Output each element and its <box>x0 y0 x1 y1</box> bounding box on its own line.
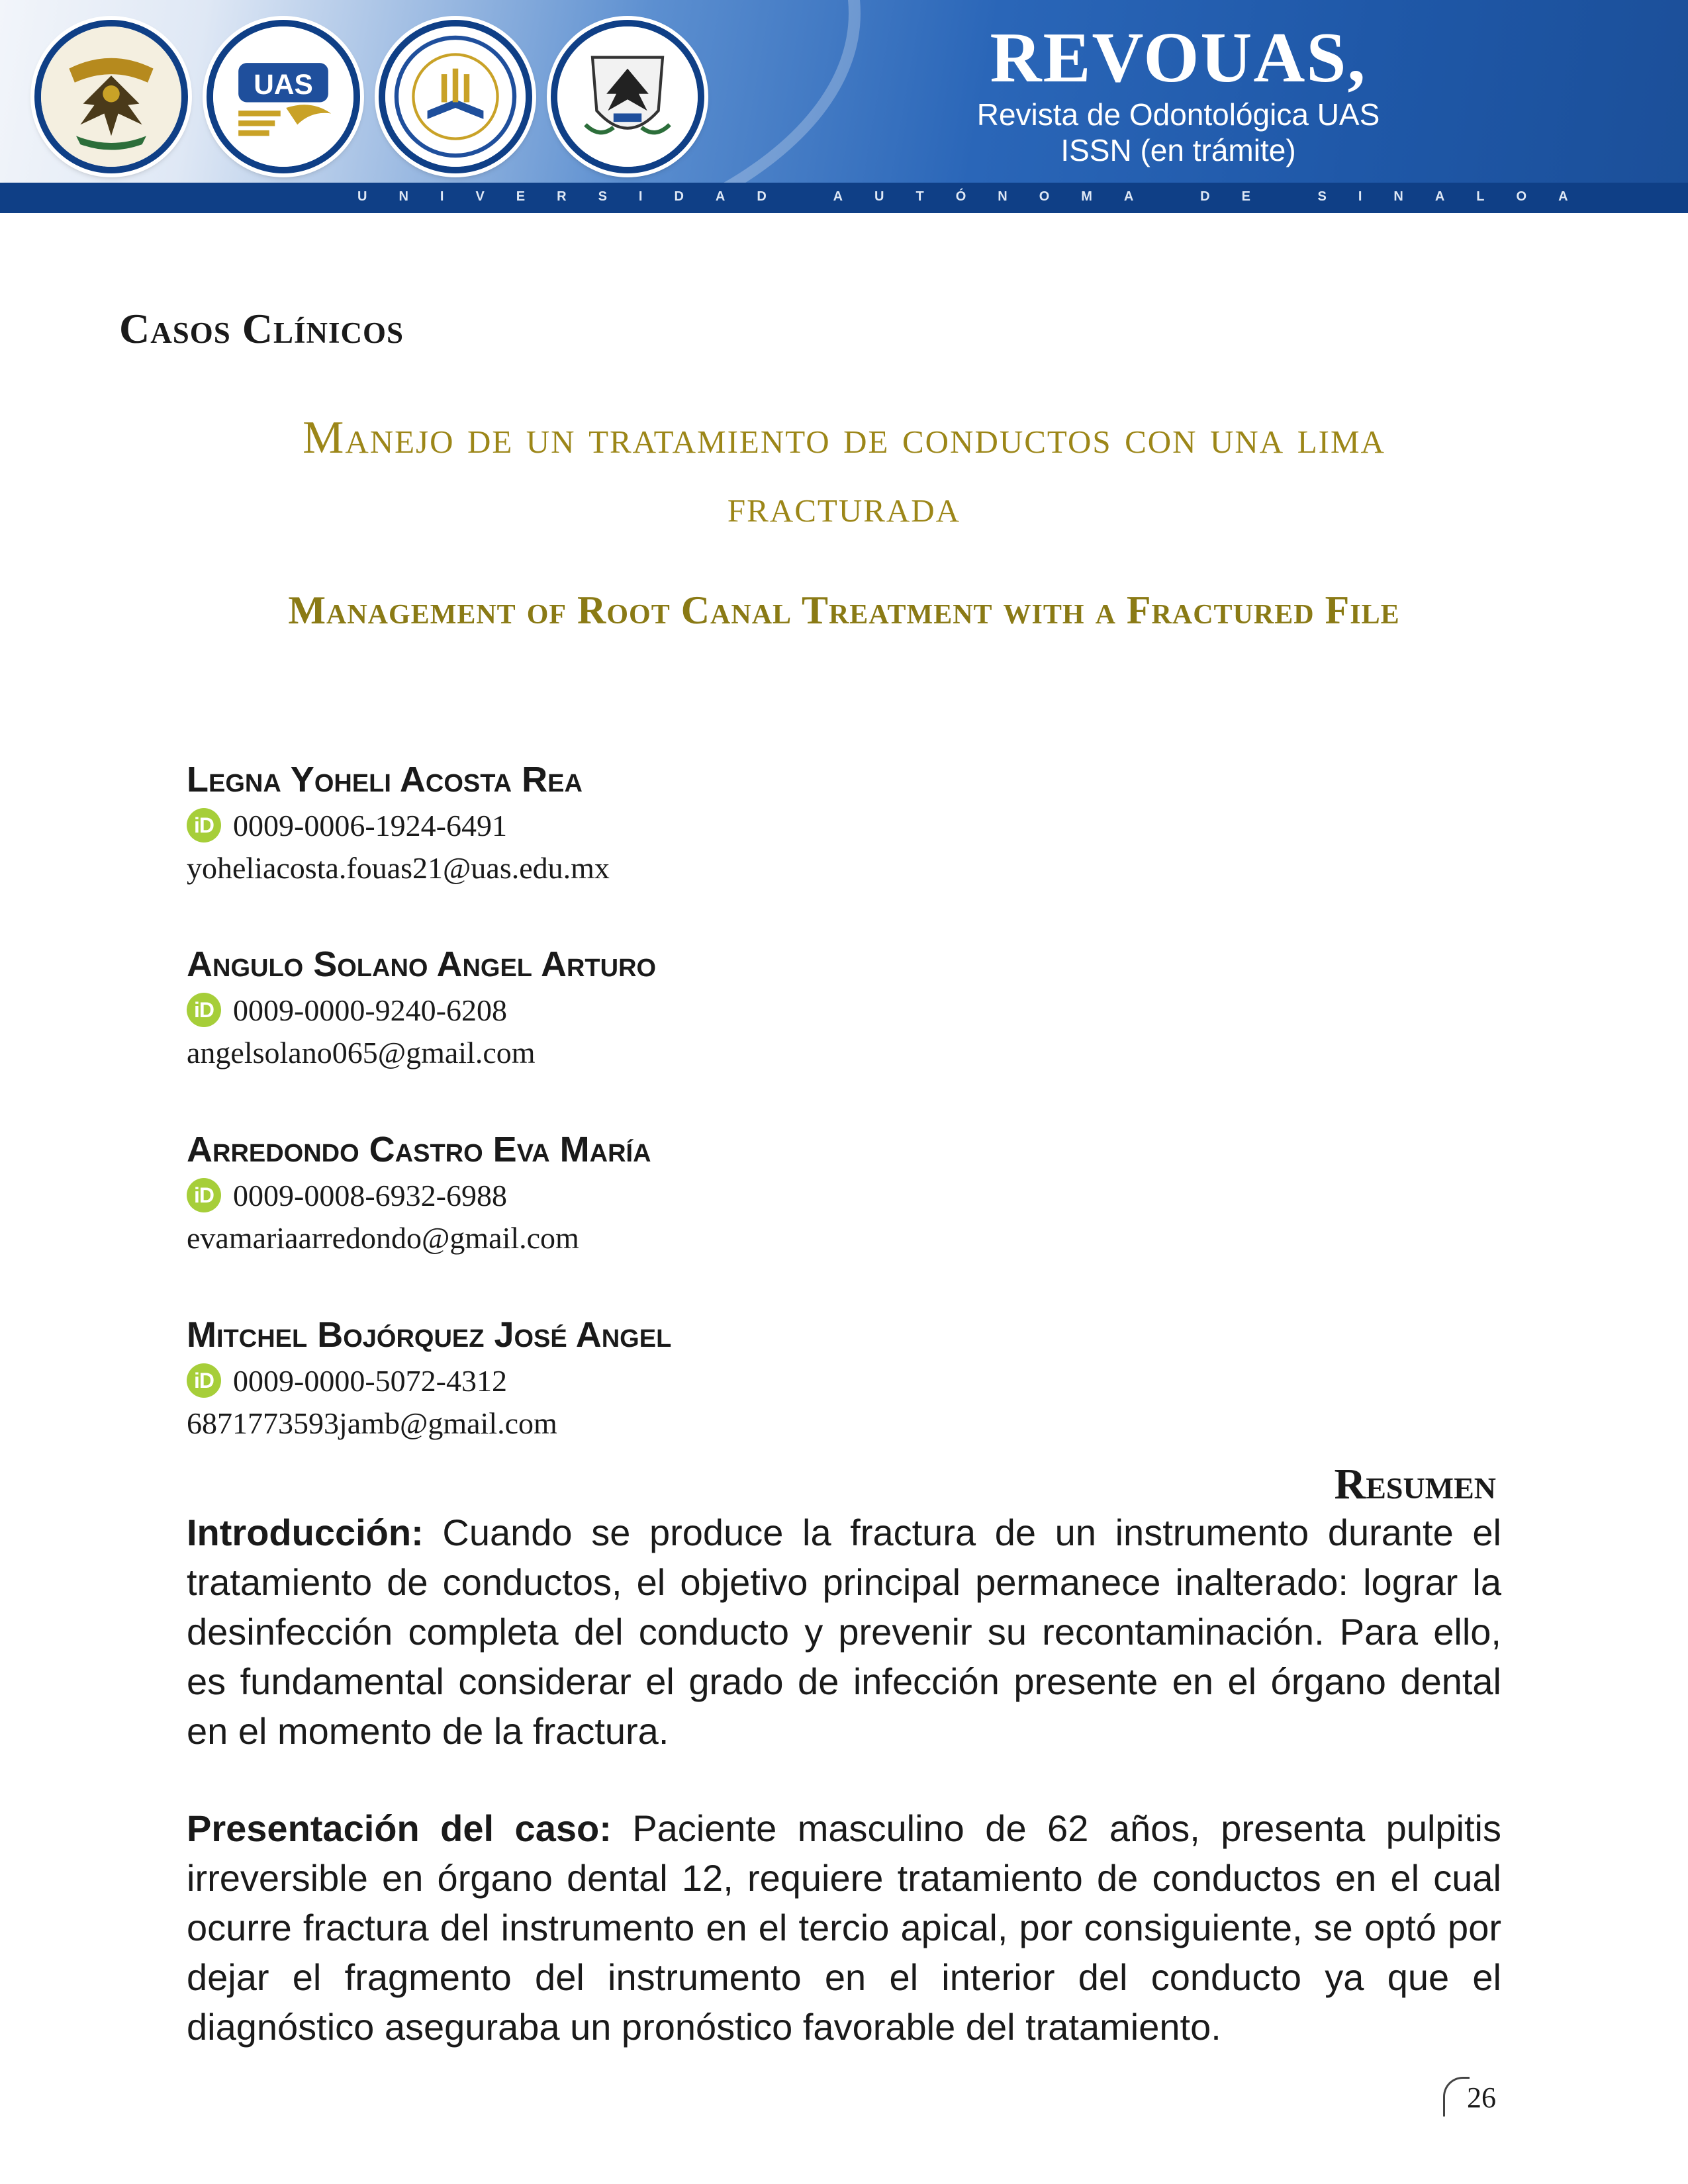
orcid-line <box>187 803 1113 847</box>
orcid-icon[interactable]: iD <box>187 1363 221 1398</box>
author-block <box>187 1128 1113 1259</box>
introduction-label: Introducción: <box>187 1512 424 1553</box>
author-block <box>187 1314 1113 1445</box>
orcid-line <box>187 1359 1113 1402</box>
author-email[interactable]: yoheliacosta.fouas21@uas.edu.mx <box>187 851 610 885</box>
page-number-block <box>1443 2077 1503 2116</box>
author-email[interactable]: angelsolano065@gmail.com <box>187 1036 536 1069</box>
case-presentation-text: Paciente masculino de 62 años, presenta pulpitis irreversible en órgano dental 12, requiere tratamiento de conductos en el cual ocurre fractura del instrumento en el tercio apical, por consiguiente, se optó por dejar el fragmento del instrumento en el interior del conducto ya que el diagnóstico aseguraba un pronóstico favorable del tratamiento. <box>187 1807 1502 2048</box>
page-number: 26 <box>1467 2081 1496 2114</box>
orcid-number[interactable]: 0009-0000-5072-4312 <box>233 1363 507 1398</box>
uas-vision-futuro-logo <box>207 20 360 173</box>
page-bracket <box>1443 2077 1470 2116</box>
author-email[interactable]: 6871773593jamb@gmail.com <box>187 1406 557 1440</box>
orcid-icon[interactable]: iD <box>187 1178 221 1212</box>
abstract-case-presentation <box>187 1803 1501 2052</box>
section-label: Casos Clínicos <box>119 305 404 352</box>
author-name: Mitchel Bojórquez José Angel <box>187 1315 672 1355</box>
article-title-spanish: Manejo de un tratamiento de conductos con una lima fracturada <box>303 412 1385 532</box>
author-email[interactable]: evamariaarredondo@gmail.com <box>187 1221 579 1255</box>
universidad-autonoma-sinaloa-seal-logo <box>379 20 532 173</box>
orcid-icon[interactable]: iD <box>187 993 221 1027</box>
svg-text:UAS: UAS <box>254 68 313 100</box>
author-block <box>187 758 1113 889</box>
facultad-odontologia-seal-logo <box>34 20 188 173</box>
introduction-text: Cuando se produce la fractura de un instrumento durante el tratamiento de conductos, el objetivo principal permanece inalterado: lograr la desinfección completa del conducto y prevenir su recontaminación. Para ello, es fundamental considerar el grado de infección presente en el órgano dental en el momento de la fractura. <box>187 1512 1501 1752</box>
orcid-number[interactable]: 0009-0008-6932-6988 <box>233 1178 507 1212</box>
orcid-number[interactable]: 0009-0006-1924-6491 <box>233 808 507 842</box>
university-strip-text: UNIVERSIDAD AUTÓNOMA DE SINALOA <box>357 189 1600 204</box>
author-name: Legna Yoheli Acosta Rea <box>187 760 583 799</box>
journal-subtitle: Revista de Odontológica UAS <box>976 97 1380 132</box>
abstract-heading: Resumen <box>1334 1460 1496 1508</box>
abstract-introduction <box>187 1508 1501 1756</box>
journal-issn: ISSN (en trámite) <box>1060 133 1296 167</box>
case-presentation-label: Presentación del caso: <box>187 1807 612 1849</box>
journal-title: REVOUAS, <box>990 19 1367 97</box>
orcid-line <box>187 988 1113 1032</box>
odontologia-crest-logo <box>551 20 704 173</box>
orcid-number[interactable]: 0009-0000-9240-6208 <box>233 993 507 1027</box>
article-title-english: Management of Root Canal Treatment with a Fractured File <box>288 588 1400 632</box>
author-block <box>187 943 1113 1074</box>
orcid-icon[interactable]: iD <box>187 808 221 842</box>
author-name: Arredondo Castro Eva María <box>187 1130 651 1169</box>
orcid-line <box>187 1173 1113 1217</box>
author-name: Angulo Solano Angel Arturo <box>187 944 657 984</box>
